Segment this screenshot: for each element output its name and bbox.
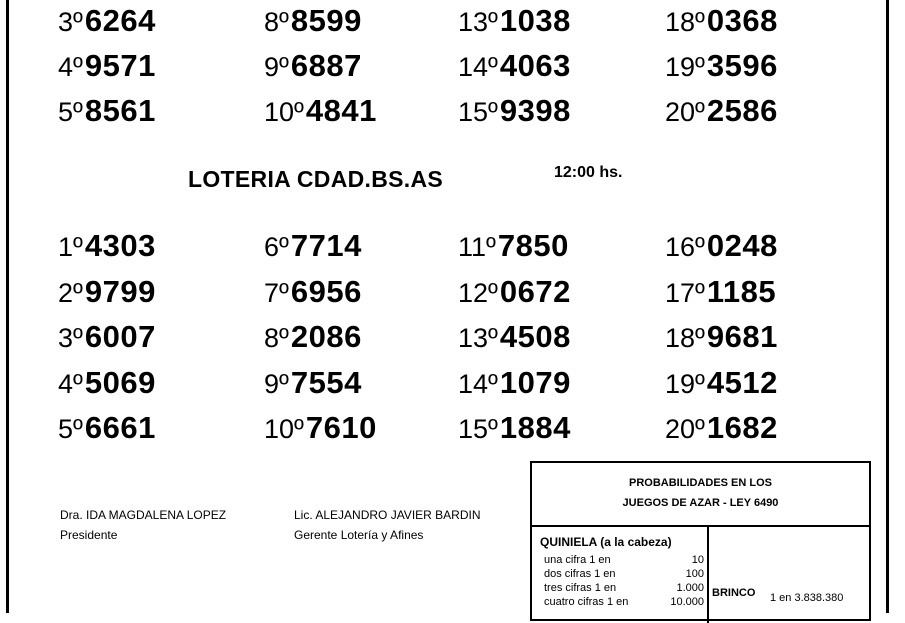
result-position: 20º	[665, 97, 705, 127]
quiniela-row-value: 100	[685, 568, 704, 580]
result-entry	[264, 319, 362, 355]
result-position: 8º	[264, 7, 289, 37]
result-position: 13º	[458, 7, 498, 37]
result-entry	[264, 3, 362, 39]
result-position: 5º	[58, 97, 83, 127]
result-position: 4º	[58, 368, 83, 399]
result-position: 17º	[665, 277, 705, 308]
quiniela-row-value: 10	[691, 554, 704, 566]
result-position: 11º	[458, 232, 496, 262]
result-number: 9571	[84, 48, 156, 83]
result-position: 1º	[58, 232, 83, 262]
result-position: 7º	[264, 277, 289, 308]
president-name: Dra. IDA MAGDALENA LOPEZ	[60, 508, 227, 522]
result-entry	[458, 93, 571, 129]
result-entry	[58, 319, 156, 355]
result-position: 12º	[458, 277, 498, 308]
result-position: 9º	[264, 368, 289, 399]
result-position: 14º	[458, 368, 498, 399]
result-number: 0248	[706, 228, 778, 263]
result-number: 1884	[499, 410, 571, 445]
result-number: 4512	[706, 364, 778, 400]
quiniela-row-label: una cifra 1 en	[544, 554, 611, 566]
result-number: 2086	[290, 319, 362, 354]
result-number: 6264	[84, 3, 156, 38]
result-number: 4063	[499, 48, 571, 83]
signature-president	[60, 505, 226, 545]
result-number: 3596	[706, 48, 778, 83]
quiniela-title: QUINIELA (a la cabeza)	[540, 535, 672, 549]
result-number: 6007	[84, 319, 156, 354]
result-number: 9799	[84, 273, 156, 309]
result-number: 8561	[84, 93, 156, 128]
result-number: 7714	[290, 228, 362, 263]
result-number: 1185	[706, 273, 777, 309]
result-position: 4º	[58, 52, 83, 82]
result-position: 15º	[458, 414, 498, 444]
manager-role: Gerente Lotería y Afines	[294, 528, 424, 542]
result-number: 6887	[290, 48, 362, 83]
result-position: 20º	[665, 414, 705, 444]
result-position: 8º	[264, 323, 289, 353]
result-entry	[264, 48, 362, 84]
result-position: 13º	[458, 323, 498, 353]
result-entry	[58, 3, 156, 39]
result-position: 5º	[58, 414, 83, 444]
result-number: 1682	[706, 410, 778, 445]
result-position: 3º	[58, 7, 83, 37]
result-number: 8599	[290, 3, 362, 38]
probabilities-heading	[532, 463, 869, 527]
result-entry	[264, 365, 362, 401]
result-position: 14º	[458, 52, 498, 82]
result-entry	[58, 228, 156, 264]
brinco-value: 1 en 3.838.380	[770, 592, 844, 604]
probabilities-heading-line1: PROBABILIDADES EN LOS	[628, 477, 772, 489]
frame-left-border	[6, 0, 9, 613]
quiniela-row	[544, 568, 704, 582]
result-entry	[264, 274, 362, 310]
result-position: 2º	[58, 277, 83, 308]
result-entry	[665, 48, 778, 84]
quiniela-row	[544, 554, 704, 568]
result-entry	[58, 365, 156, 401]
result-entry	[665, 93, 778, 129]
result-position: 15º	[458, 97, 498, 127]
result-number: 9398	[499, 93, 571, 128]
result-position: 18º	[665, 323, 705, 353]
quiniela-row-label: cuatro cifras 1 en	[544, 596, 629, 608]
result-entry	[264, 93, 377, 129]
quiniela-row	[544, 582, 704, 596]
result-entry	[665, 365, 778, 401]
manager-name: Lic. ALEJANDRO JAVIER BARDIN	[294, 508, 481, 522]
result-entry	[58, 274, 156, 310]
result-entry	[58, 48, 156, 84]
result-number: 6661	[84, 410, 156, 445]
result-position: 18º	[665, 7, 705, 37]
result-number: 0672	[499, 273, 571, 309]
result-entry	[665, 410, 778, 446]
result-position: 6º	[264, 232, 289, 262]
result-position: 16º	[665, 232, 705, 262]
result-entry	[458, 48, 571, 84]
result-entry	[665, 3, 778, 39]
result-position: 19º	[665, 368, 705, 399]
result-entry	[458, 410, 571, 446]
probabilities-heading-line2: JUEGOS DE AZAR - LEY 6490	[622, 497, 779, 509]
result-position: 3º	[58, 323, 83, 353]
result-position: 9º	[264, 52, 289, 82]
quiniela-row-label: dos cifras 1 en	[544, 568, 616, 580]
result-number: 7610	[305, 410, 377, 445]
brinco-label: BRINCO	[712, 587, 756, 599]
quiniela-row-value: 1.000	[676, 582, 704, 594]
probabilities-box	[530, 461, 871, 621]
result-position: 19º	[665, 52, 705, 82]
president-role: Presidente	[60, 528, 118, 542]
quiniela-row	[544, 596, 704, 610]
result-number: 2586	[706, 93, 778, 128]
result-entry	[58, 410, 156, 446]
result-entry	[665, 319, 778, 355]
result-number: 0368	[706, 3, 778, 38]
result-number: 6956	[290, 273, 362, 309]
probabilities-divider	[707, 527, 709, 623]
result-position: 10º	[264, 414, 304, 444]
result-number: 7554	[290, 364, 362, 400]
lottery-title: LOTERIA CDAD.BS.AS	[188, 166, 443, 192]
quiniela-row-value: 10.000	[670, 596, 704, 608]
result-number: 7850	[497, 228, 569, 263]
result-entry	[458, 365, 571, 401]
result-entry	[458, 228, 569, 264]
result-number: 4841	[305, 93, 377, 128]
result-number: 1038	[499, 3, 571, 38]
result-entry	[58, 93, 156, 129]
frame-right-border	[886, 0, 889, 613]
result-entry	[665, 228, 778, 264]
result-entry	[458, 3, 571, 39]
quiniela-row-label: tres cifras 1 en	[544, 582, 617, 594]
result-position: 10º	[264, 97, 304, 127]
result-entry	[458, 319, 571, 355]
result-entry	[665, 274, 776, 310]
result-entry	[264, 228, 362, 264]
result-entry	[264, 410, 377, 446]
result-number: 1079	[499, 364, 571, 400]
result-entry	[458, 274, 571, 310]
result-number: 4508	[499, 319, 571, 354]
draw-time: 12:00 hs.	[554, 164, 623, 181]
result-number: 5069	[84, 364, 156, 400]
result-number: 9681	[706, 319, 778, 354]
signature-manager	[294, 505, 481, 545]
result-number: 4303	[84, 228, 156, 263]
